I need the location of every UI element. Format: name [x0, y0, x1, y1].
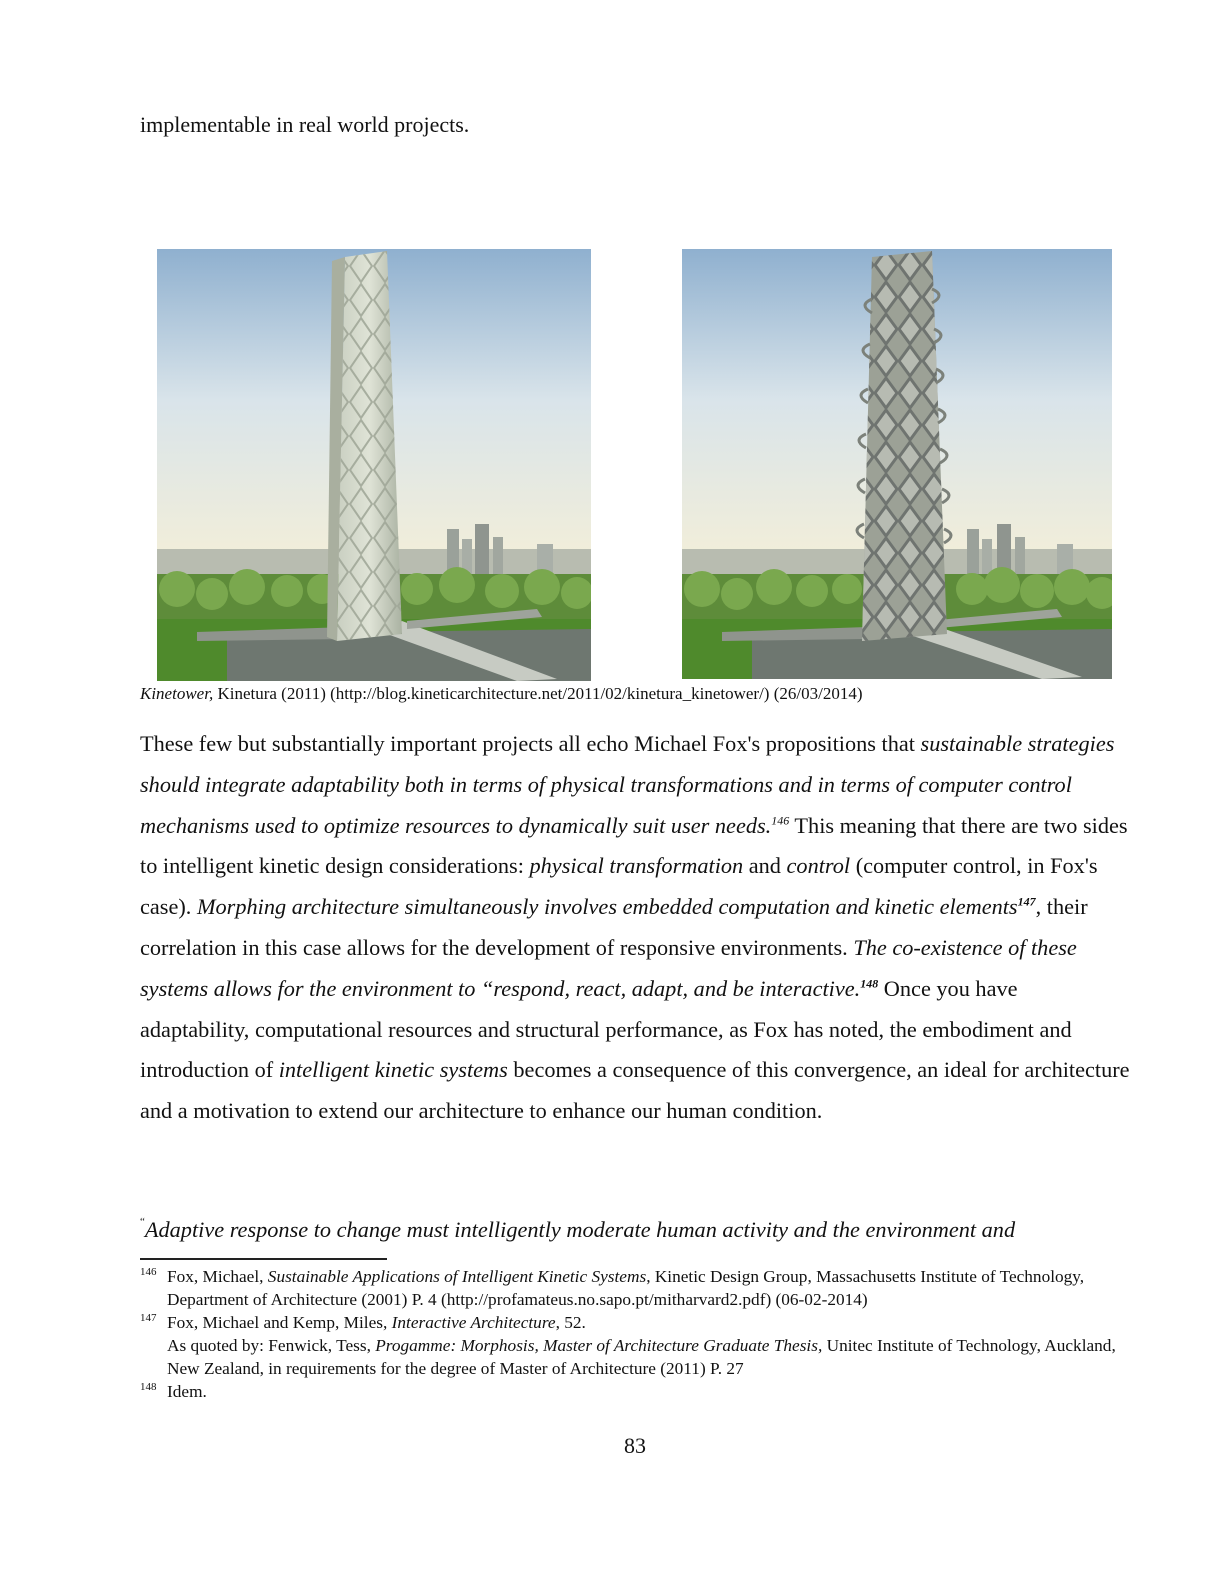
footnote-italic: Sustainable Applications of Intelligent Kinetic Systems [267, 1267, 647, 1286]
body-text: This meaning that there are two sides to intelligent kinetic design considerations: [140, 812, 1128, 879]
footnote-italic: Interactive Architecture [391, 1313, 556, 1332]
footnote-text: Idem. [167, 1382, 207, 1401]
body-text: Once you have adaptability, computational resources and structural performance, as Fox has noted, the embodiment and introduction of [140, 975, 1072, 1083]
quote-mark: “ [140, 1216, 145, 1228]
body-italic: Morphing architecture simultaneously involves embedded computation and kinetic elements [196, 894, 1018, 920]
footnote-divider [140, 1258, 387, 1260]
footnote-number: 148 [140, 1381, 157, 1393]
body-italic: physical transformation [529, 853, 744, 879]
body-italic: intelligent kinetic systems [278, 1057, 508, 1083]
footnote-number: 147 [140, 1312, 157, 1324]
kinetower-image-open [682, 249, 1112, 679]
quote-text: Adaptive response to change must intelligently moderate human activity and the environment and [144, 1217, 1016, 1242]
footnote-number: 146 [140, 1266, 157, 1278]
footnote-146 [140, 1265, 1140, 1311]
body-italic: sustainable strategies should integrate adaptability both in terms of physical transformations and in terms of computer control mechanisms used to optimize resources to dynamically suit user needs. [140, 731, 1115, 838]
body-text: becomes a consequence of this convergence, an ideal for architecture and a motivation to extend our architecture to enhance our human condition. [140, 1057, 1130, 1124]
caption-title: Kinetower, [140, 684, 214, 703]
figure-caption [140, 684, 862, 704]
footnote-text: As quoted by: Fenwick, Tess, [167, 1336, 376, 1355]
block-quote [140, 1216, 1130, 1243]
footnote-148 [140, 1380, 1140, 1403]
footnote-147 [140, 1311, 1140, 1380]
caption-text: Kinetura (2011) (http://blog.kineticarchitecture.net/2011/02/kinetura_kinetower/) (26/03/2014) [213, 684, 863, 703]
footnote-italic: Progamme: Morphosis, Master of Architecture Graduate Thesis, [375, 1336, 823, 1355]
footnote-ref-147: 147 [1017, 894, 1036, 909]
footnote-text: Fox, Michael and Kemp, Miles, [167, 1313, 392, 1332]
footnote-ref-148: 148 [860, 976, 879, 991]
body-text: (computer control, in Fox's case). [140, 853, 1098, 920]
footnote-text: Fox, Michael, [167, 1267, 268, 1286]
footnote-text: Unitec Institute of Technology, Auckland, New Zealand, in requirements for the degree of Master of Architecture (2011) P. 27 [167, 1336, 1116, 1378]
body-italic: The co-existence of these systems allows for the environment to “respond, react, adapt, and be interactive. [140, 934, 1077, 1001]
footnotes [140, 1265, 1140, 1403]
footnote-ref-146: 146 [771, 813, 790, 828]
body-text: , their correlation in this case allows for the development of responsive environments. [140, 894, 1088, 960]
body-text: and [743, 853, 787, 879]
footnote-text: , Kinetic Design Group, Massachusetts Institute of Technology, Department of Architecture (2001) P. 4 (http://profamateus.no.sapo.pt/mitharvard2.pdf) (06-02-2014) [167, 1267, 1085, 1309]
page-number: 83 [624, 1433, 646, 1458]
footnote-text: , 52. [555, 1313, 586, 1332]
intro-line: implementable in real world projects. [140, 112, 470, 137]
kinetower-image-closed [157, 249, 591, 681]
body-italic: control [786, 853, 851, 879]
body-paragraph [140, 724, 1130, 1132]
body-text: These few but substantially important projects all echo Michael Fox's propositions that [140, 731, 921, 756]
